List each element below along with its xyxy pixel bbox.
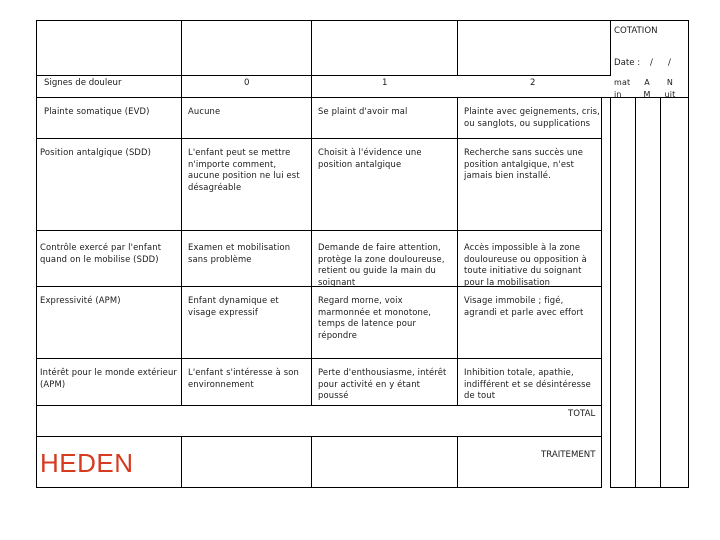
score-2-description: Accès impossible à la zone douloureuse ou opposition à toute initiative du soignant pour la mobilisation <box>464 242 587 287</box>
date-separator: / <box>650 58 653 68</box>
sign-label: Position antalgique (SDD) <box>40 147 152 157</box>
col-line-1 <box>181 20 182 406</box>
score-2-description: Recherche sans succès une position antalgique, n'est jamais bien installé. <box>464 147 584 180</box>
score-0-description: L'enfant peut se mettre n'importe comment, aucune position ne lui est désagréable <box>188 147 300 192</box>
footer-col-1 <box>181 436 182 488</box>
score-2-description: Plainte avec geignements, cris, ou sanglots, ou supplications <box>464 106 600 128</box>
header-line <box>36 75 611 76</box>
score-0-description: Examen et mobilisation sans problème <box>188 242 291 264</box>
column-header-score-1: 1 <box>382 78 388 88</box>
column-header-score-0: 0 <box>244 78 250 88</box>
score-0-description: Enfant dynamique et visage expressif <box>188 295 279 317</box>
total-label: TOTAL <box>568 409 596 419</box>
column-header-am: A M <box>643 78 651 99</box>
score-line-2 <box>660 97 661 488</box>
date-separator: / <box>668 58 671 68</box>
score-line-1 <box>635 97 636 488</box>
score-1-description: Demande de faire attention, protège la zone douloureuse, retient ou guide la main du soignant <box>318 242 445 287</box>
sign-label: Intérêt pour le monde extérieur (APM) <box>40 367 178 389</box>
score-2-description: Inhibition totale, apathie, indifférent et se désintéresse de tout <box>464 367 591 400</box>
column-header-score-2: 2 <box>530 78 536 88</box>
score-0-description: L'enfant s'intéresse à son environnement <box>188 367 299 389</box>
column-header-matin: mat in <box>614 78 631 99</box>
col-line-3 <box>457 20 458 76</box>
score-1-description: Perte d'enthousiasme, intérêt pour activité en y étant poussé <box>318 367 447 400</box>
frame-top <box>36 20 688 21</box>
score-1-description: Choisit à l'évidence une position antalgique <box>318 147 422 169</box>
footer-col-3 <box>457 436 458 488</box>
column-header-signs: Signes de douleur <box>44 78 122 88</box>
frame-right <box>688 20 689 488</box>
heden-logo: HEDEN <box>40 448 134 478</box>
row-line-2 <box>36 138 602 139</box>
total-line <box>36 436 602 437</box>
cotation-label: COTATION <box>614 26 658 36</box>
score-1-description: Regard morne, voix marmonnée et monotone, temps de latence pour répondre <box>318 295 432 340</box>
col-line-2 <box>311 20 312 406</box>
row-line-5 <box>36 358 602 359</box>
row-line-3 <box>36 230 602 231</box>
frame-left <box>36 20 37 488</box>
frame-bottom-right <box>610 487 689 488</box>
sign-label: Contrôle exercé par l'enfant quand on le mobilise (SDD) <box>40 242 162 264</box>
traitement-label: TRAITEMENT <box>541 450 596 460</box>
sign-label: Plainte somatique (EVD) <box>44 106 150 116</box>
row-line-6 <box>36 405 602 406</box>
score-0-description: Aucune <box>188 106 221 116</box>
col-line-4b <box>601 97 602 488</box>
col-line-4 <box>610 20 611 75</box>
frame-bottom-left <box>36 487 601 488</box>
sign-label: Expressivité (APM) <box>40 295 121 305</box>
row-line-1 <box>36 97 689 98</box>
column-header-nuit: N uit <box>664 78 676 99</box>
col-line-3b <box>457 97 458 406</box>
score-1-description: Se plaint d'avoir mal <box>318 106 408 116</box>
score-2-description: Visage immobile ; figé, agrandi et parle avec effort <box>464 295 584 317</box>
date-label: Date : <box>614 58 641 68</box>
footer-col-2 <box>311 436 312 488</box>
col-line-4c <box>610 97 611 488</box>
